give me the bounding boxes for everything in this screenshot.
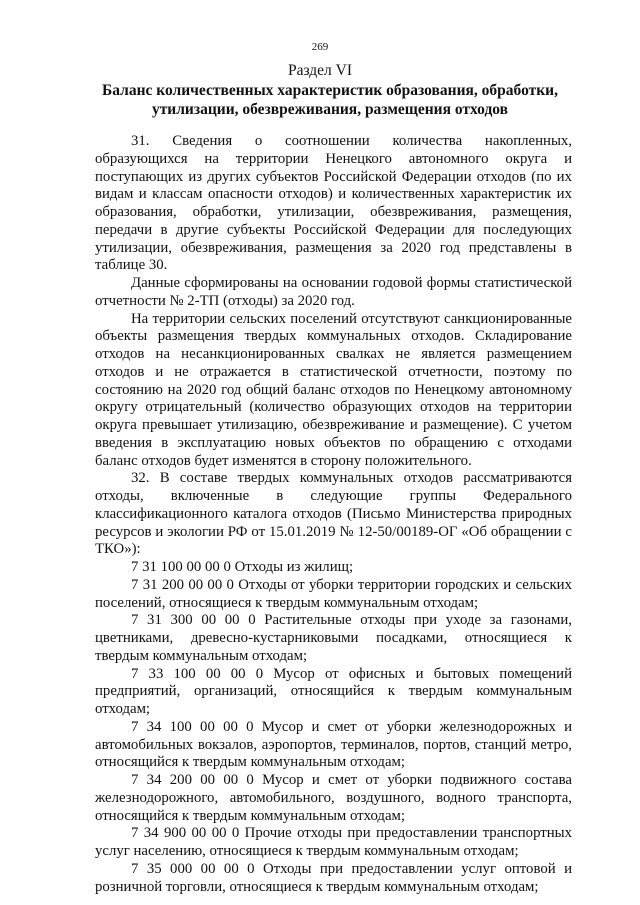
waste-code-item: 7 34 200 00 00 0 Мусор и смет от уборки подвижного состава железнодорожного, автомобильного, воздушного, водного транспорта, относящийся к твердым коммунальным отходам; bbox=[95, 772, 572, 824]
section-label: Раздел VI bbox=[287, 62, 353, 79]
section-title: Баланс количественных характеристик образования, обработки, утилизации, обезвреживания, размещения отходов bbox=[102, 82, 558, 118]
page-number: 269 bbox=[311, 41, 329, 53]
waste-code-item: 7 35 000 00 00 0 Отходы при предоставлении услуг оптовой и розничной торговли, относящиеся к твердым коммунальным отходам; bbox=[95, 860, 572, 895]
waste-code-item: 7 31 100 00 00 0 Отходы из жилищ; bbox=[131, 559, 354, 575]
waste-code-item: 7 31 200 00 00 0 Отходы от уборки территории городских и сельских поселений, относящиеся к твердым коммунальным отходам; bbox=[95, 576, 572, 611]
waste-code-item: 7 33 100 00 00 0 Мусор от офисных и бытовых помещений предприятий, организаций, относящийся к твердым коммунальным отходам; bbox=[95, 665, 572, 717]
paragraph-balance-negative: На территории сельских поселений отсутствуют санкционированные объекты размещения твердых коммунальных отходов. Складирование отходов на несанкционированных свалках не является размещением отходов и не отражается в статистической отчетности, поэтому по состоянию на 2020 год общий баланс отходов по Ненецкому автономному округу отрицательный (количество образующих отходов на территории округа превышает утилизацию, обезвреживание и размещение). С учетом введения в эксплуатацию новых объектов по обращению с отходами баланс отходов будет изменятся в сторону положительного. bbox=[95, 310, 572, 469]
paragraph-32-tko-composition: 32. В составе твердых коммунальных отходов рассматриваются отходы, включенные в следующие группы Федерального классификационного каталога отходов (Письмо Министерства природных ресурсов и экологии РФ от 15.01.2019 № 12-50/00189-ОГ «Об обращении с ТКО»): bbox=[95, 470, 572, 558]
body-text bbox=[95, 133, 572, 896]
waste-code-item: 7 34 900 00 00 0 Прочие отходы при предоставлении транспортных услуг населению, относящиеся к твердым коммунальным отходам; bbox=[95, 825, 572, 859]
waste-code-item: 7 34 100 00 00 0 Мусор и смет от уборки железнодорожных и автомобильных вокзалов, аэропортов, терминалов, портов, станций метро, относящийся к твердым коммунальным отходам; bbox=[95, 718, 572, 771]
waste-code-item: 7 31 300 00 00 0 Растительные отходы при уходе за газонами, цветниками, древесно-кустарниковыми посадками, относящиеся к твердым коммунальным отходам; bbox=[95, 612, 572, 664]
paragraph-statistics-source: Данные сформированы на основании годовой формы статистической отчетности № 2-ТП (отходы) за 2020 год. bbox=[95, 275, 572, 309]
paragraph-31-data-sources: 31. Сведения о соотношении количества накопленных, образующихся на территории Ненецкого автономного округа и поступающих из других субъектов Российской Федерации отходов (по их видам и классам опасности отходов) и количественных характеристик их образования, обработки, утилизации, обезвреживания, размещения, передачи в другие субъекты Российской Федерации для последующих утилизации, обезвреживания, размещения за 2020 год представлены в таблице 30. bbox=[95, 133, 572, 274]
